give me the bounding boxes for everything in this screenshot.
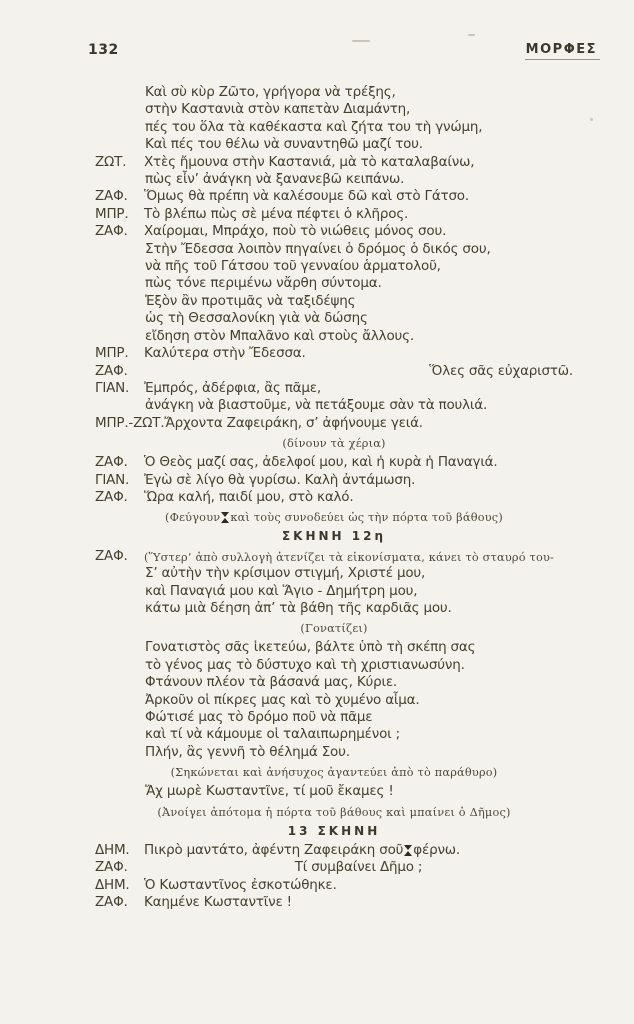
stage-direction-text <box>165 511 503 524</box>
stage-direction-text: (Σηκώνεται καὶ ἀνήσυχος ἀγαντεύει ἀπὸ τὸ παράθυρο) <box>170 766 498 780</box>
ink-blot <box>221 512 229 523</box>
line-text: Καημένε Κωσταντῖνε ! <box>144 894 292 911</box>
stage-direction <box>95 619 573 636</box>
verse-line <box>95 783 573 800</box>
line-text: ἀνάγκη νὰ βιαστοῦμε, νὰ πετάξουμε σὰν τὰ πουλιά. <box>145 397 488 414</box>
running-title: ΜΟΡΦΕΣ <box>525 42 600 60</box>
dialogue-line <box>95 363 573 380</box>
verse-line <box>95 600 573 617</box>
line-text: Καὶ πές του θέλω νὰ συναντηθῶ μαζί του. <box>145 136 423 153</box>
stage-direction-text: (Ὕστερ’ ἀπὸ συλλογὴ ἀτενίζει τὰ εἰκονίσματα, κάνει τὸ σταυρό του- <box>144 550 555 564</box>
speaker-label: ΔΗΜ. <box>95 876 130 893</box>
speaker-label: ΜΠΡ. <box>95 205 129 222</box>
line-text: Ὅμως θὰ πρέπη νὰ καλέσουμε δῶ καὶ στὸ Γάτσο. <box>144 188 469 205</box>
speaker-label: ΖΑΦ. <box>95 488 128 505</box>
page-header <box>0 0 634 60</box>
line-text: Φώτισέ μας τὸ δρόμο ποῦ νὰ πᾶμε <box>145 709 373 725</box>
line-text: νὰ πῆς τοῦ Γάτσου τοῦ γενναίου ἁρματολοῦ, <box>145 258 441 275</box>
dialogue-line <box>95 223 573 240</box>
page-number: 132 <box>88 42 119 58</box>
line-text: πὼς τόνε περιμένω νἄρθη σύντομα. <box>145 275 382 292</box>
speaker-label: ΜΠΡ. <box>95 345 129 362</box>
verse-line <box>95 726 573 743</box>
scene-heading <box>95 823 573 840</box>
dialogue-line <box>95 472 573 489</box>
line-text <box>144 842 460 859</box>
line-text: καὶ Παναγιά μου καὶ Ἅγιο - Δημήτρη μου, <box>145 582 418 599</box>
line-text: πὼς εἶν’ ἀνάγκη νὰ ξανανεβῶ κειπάνω. <box>145 171 405 188</box>
line-text: Ἀρκοῦν οἱ πίκρες μας καὶ τὸ χυμένο αἷμα. <box>145 691 420 708</box>
line-text-part: (Φεύγουν <box>165 511 221 525</box>
scene-heading <box>95 528 573 545</box>
line-text: Καὶ σὺ κὺρ Ζῶτο, γρήγορα νὰ τρέξης, <box>145 84 396 100</box>
line-text-part: καὶ τοὺς συνοδεύει ὡς τὴν πόρτα τοῦ βάθους) <box>230 511 503 525</box>
line-text: ὡς τὴ Θεσσαλονίκη γιὰ νὰ δώσης <box>145 310 368 327</box>
paper-speck <box>468 34 475 36</box>
speaker-label: ΖΑΦ. <box>95 362 128 379</box>
verse-line <box>95 310 573 327</box>
verse-line <box>95 583 573 600</box>
dialogue-line <box>95 415 573 432</box>
line-text: Ὅλες σᾶς εὐχαριστῶ. <box>429 362 573 379</box>
verse-line <box>95 709 573 726</box>
verse-line <box>95 744 573 761</box>
line-text: Ἐγὼ σὲ λίγο θὰ γυρίσω. Καλὴ ἀντάμωση. <box>144 471 416 488</box>
verse-line <box>95 639 573 656</box>
line-text: Τί συμβαίνει Δῆμο ; <box>294 859 423 876</box>
line-text: τὸ γένος μας τὸ δύστυχο καὶ τὴ χριστιανωσύνη. <box>145 656 465 673</box>
verse-line <box>95 565 573 582</box>
verse-line <box>95 275 573 292</box>
ink-blot <box>404 845 412 856</box>
dialogue-line <box>95 454 573 471</box>
verse-line <box>95 328 573 345</box>
stage-direction-text: (δίνουν τὰ χέρια) <box>282 437 386 451</box>
line-text: Χαίρομαι, Μπράχο, ποὺ τὸ νιώθεις μόνος σου. <box>144 223 447 240</box>
line-text-part: φέρνω. <box>413 842 460 859</box>
line-text: Ὁ Θεὸς μαζί σας, ἀδελφοί μου, καὶ ἡ κυρὰ ἡ Παναγιά. <box>144 454 498 471</box>
stage-direction <box>95 434 573 451</box>
speaker-label: ΖΑΦ. <box>95 894 128 911</box>
line-text: Ὥρα καλή, παιδί μου, στὸ καλό. <box>144 488 354 505</box>
speaker-label: ΖΑΦ. <box>95 859 128 876</box>
line-text: Ὁ Κωσταντῖνος ἐσκοτώθηκε. <box>144 876 337 893</box>
paper-speck <box>590 118 593 121</box>
verse-line <box>95 101 573 118</box>
line-text: Χτὲς ἤμουνα στὴν Καστανιά, μὰ τὸ καταλαβαίνω, <box>144 153 475 170</box>
dialogue-line <box>95 877 573 894</box>
line-text: Ἐξὸν ἂν προτιμᾶς νὰ ταξιδέψης <box>145 292 356 309</box>
line-text: Γονατιστὸς σᾶς ἱκετεύω, βάλτε ὑπὸ τὴ σκέπη σας <box>145 639 476 656</box>
line-text: Καλύτερα στὴν Ἔδεσσα. <box>144 345 306 362</box>
line-text: Πλήν, ἂς γεννῆ τὸ θέλημά Σου. <box>145 743 350 760</box>
dialogue-line <box>95 859 573 876</box>
speaker-label: ΖΑΦ. <box>95 223 128 240</box>
speaker-label: ΓΙΑΝ. <box>95 471 130 488</box>
dialogue-line <box>95 206 573 223</box>
verse-line <box>95 674 573 691</box>
line-text: καὶ τί νὰ κάμουμε οἱ ταλαιπωρημένοι ; <box>145 726 400 743</box>
speaker-label: ΖΑΦ. <box>95 547 128 564</box>
stage-direction <box>95 803 573 820</box>
speaker-label: ΖΩΤ. <box>95 153 127 170</box>
line-text: Ἄρχοντα Ζαφειράκη, σ’ ἀφήνουμε γειά. <box>164 414 423 431</box>
line-text: κάτω μιὰ δέηση ἀπ’ τὰ βάθη τῆς καρδιᾶς μου. <box>145 599 452 616</box>
dialogue-line <box>95 188 573 205</box>
line-text: πές του ὅλα τὰ καθέκαστα καὶ ζήτα του τὴ γνώμη, <box>145 118 483 135</box>
paper-speck <box>352 40 370 42</box>
verse-line <box>95 258 573 275</box>
line-text: Τὸ βλέπω πὼς σὲ μένα πέφτει ὁ κλῆρος. <box>144 205 409 222</box>
line-text: εἴδηση στὸν Μπαλᾶνο καὶ στοὺς ἄλλους. <box>145 327 414 344</box>
verse-line <box>95 84 573 101</box>
verse-line <box>95 136 573 153</box>
dialogue-line <box>95 154 573 171</box>
speaker-label: ΜΠΡ.-ΖΩΤ. <box>95 414 165 431</box>
speaker-label: ΓΙΑΝ. <box>95 379 130 396</box>
line-text: Ἐμπρός, ἀδέρφια, ἂς πᾶμε, <box>144 379 321 396</box>
stage-direction-text: (Γονατίζει) <box>300 622 368 636</box>
verse-line <box>95 397 573 414</box>
line-text: στὴν Καστανιὰ στὸν καπετὰν Διαμάντη, <box>145 101 411 118</box>
line-text: Φτάνουν πλέον τὰ βάσανά μας, Κύριε. <box>145 674 398 691</box>
verse-line <box>95 241 573 258</box>
verse-line <box>95 119 573 136</box>
verse-line <box>95 171 573 188</box>
dialogue-line <box>95 894 573 911</box>
stage-direction-text: (Ἀνοίγει ἀπότομα ἡ πόρτα τοῦ βάθους καὶ μπαίνει ὁ Δῆμος) <box>157 805 511 819</box>
line-text: Ἄχ μωρὲ Κωσταντῖνε, τί μοῦ ἔκαμες ! <box>145 783 394 800</box>
dialogue-line <box>95 489 573 506</box>
dialogue-line <box>95 345 573 362</box>
speaker-label: ΔΗΜ. <box>95 842 130 859</box>
stage-direction <box>95 763 573 780</box>
dialogue-line <box>95 842 573 859</box>
play-text <box>95 84 573 912</box>
dialogue-line <box>95 380 573 397</box>
scene-heading-text: 13 ΣΚΗΝΗ <box>287 823 381 838</box>
stage-direction <box>95 508 573 525</box>
verse-line <box>95 293 573 310</box>
dialogue-line <box>95 548 573 565</box>
verse-line <box>95 692 573 709</box>
line-text: Σ’ αὐτὴν τὴν κρίσιμον στιγμή, Χριστέ μου, <box>145 565 426 582</box>
speaker-label: ΖΑΦ. <box>95 454 128 471</box>
line-text: Στὴν Ἔδεσσα λοιπὸν πηγαίνει ὁ δρόμος ὁ δικός σου, <box>145 240 491 257</box>
scene-heading-text: ΣΚΗΝΗ 12η <box>281 529 387 544</box>
line-text-part: Πικρὸ μαντάτο, ἀφέντη Ζαφειράκη σοῦ <box>144 842 404 859</box>
speaker-label: ΖΑΦ. <box>95 188 128 205</box>
verse-line <box>95 657 573 674</box>
